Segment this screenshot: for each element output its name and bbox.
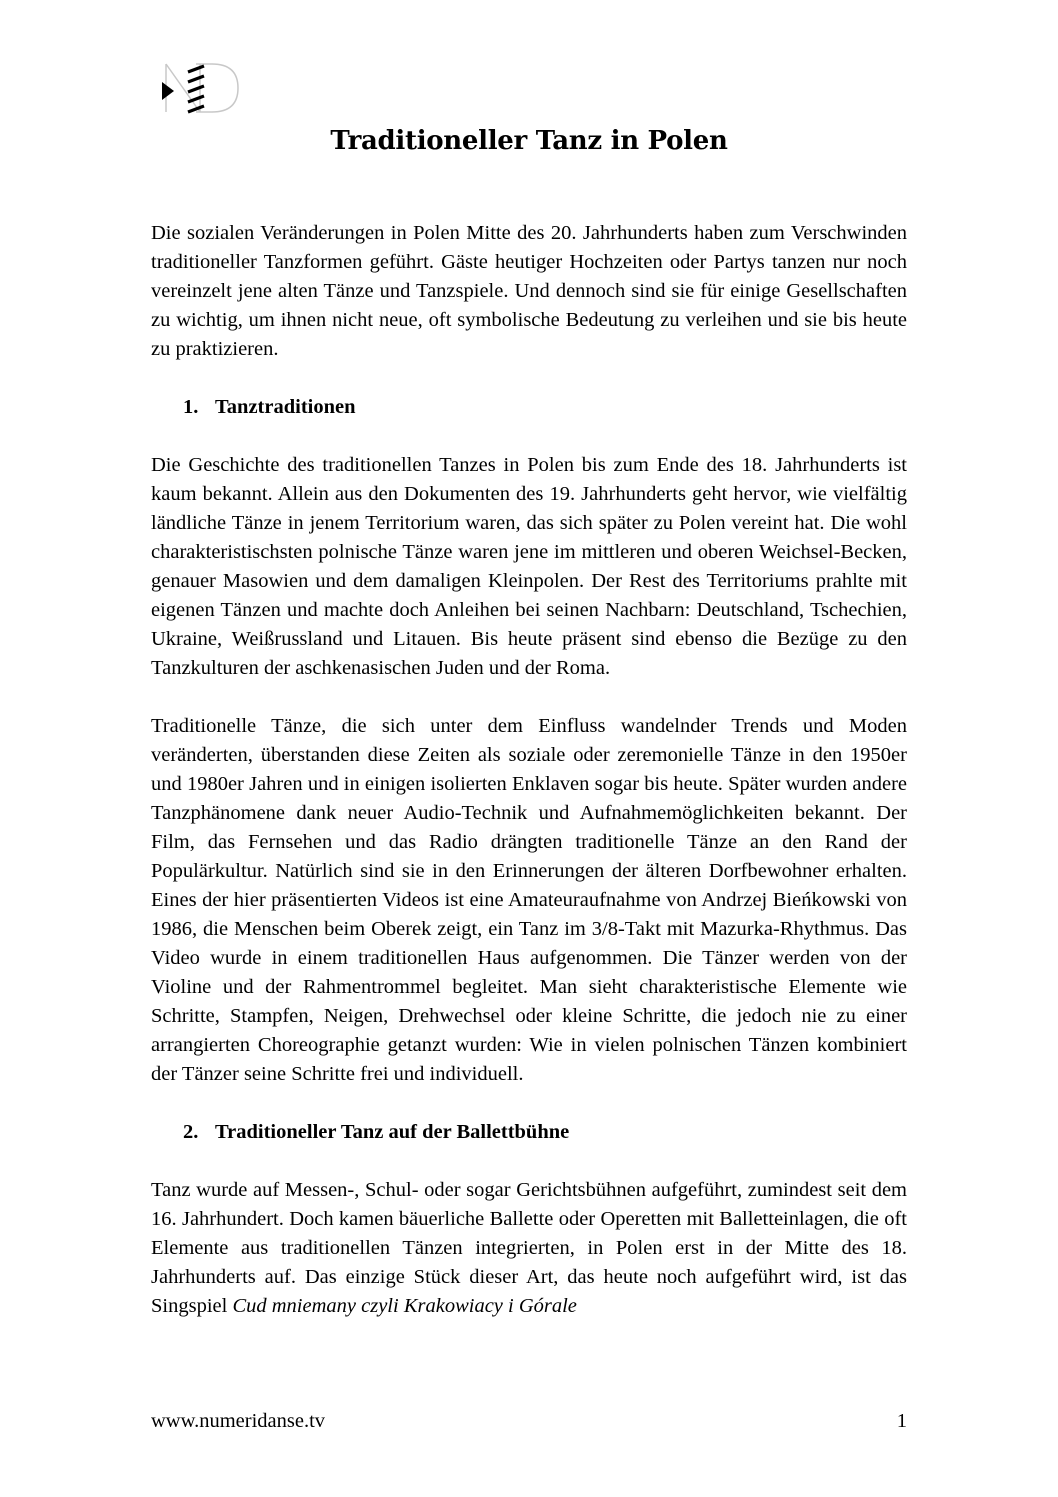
work-title: Cud mniemany czyli Krakowiacy i Górale	[232, 1295, 577, 1317]
page-number: 1	[896, 1410, 907, 1432]
page-title: Traditioneller Tanz in Polen	[330, 126, 728, 156]
section-number: 1.	[183, 396, 199, 418]
section-heading-tanztraditionen	[151, 393, 907, 422]
intro-paragraph: Die sozialen Veränderungen in Polen Mitte des 20. Jahrhunderts haben zum Verschwinden traditioneller Tanzformen geführt. Gäste heutiger Hochzeiten oder Partys tanzen nur noch vereinzelt jene alten Tänze und Tanzspiele. Und dennoch sind sie für einige Gesellschaften zu wichtig, um ihnen nicht neue, oft symbolische Bedeutung zu verleihen und sie bis heute zu praktizieren.	[151, 222, 907, 360]
paragraph: Die Geschichte des traditionellen Tanzes in Polen bis zum Ende des 18. Jahrhunderts ist kaum bekannt. Allein aus den Dokumenten des 19. Jahrhunderts geht hervor, wie vielfältig ländliche Tänze in jenem Territorium waren, das sich später zu Polen vereint hat. Die wohl charakteristischsten polnische Tänze waren jene im mittleren und oberen Weichsel-Becken, genauer Masowien und dem damaligen Kleinpolen. Der Rest des Territoriums prahlte mit eigenen Tänzen und machte doch Anleihen bei seinen Nachbarn: Deutschland, Tschechien, Ukraine, Weißrussland und Litauen. Bis heute präsent sind ebenso die Bezüge zu den Tanzkulturen der aschkenasischen Juden und der Roma.	[151, 454, 907, 679]
paragraph	[151, 1176, 907, 1321]
section-title: Traditioneller Tanz auf der Ballettbühne	[215, 1121, 570, 1143]
section-heading-ballettbuehne	[151, 1118, 907, 1147]
paragraph-text: Tanz wurde auf Messen-, Schul- oder sogar Gerichtsbühnen aufgeführt, zumindest seit dem 16. Jahrhundert. Doch kamen bäuerliche Ballette oder Operetten mit Balletteinlagen, die oft Elemente aus traditionellen Tänzen integrierten, in Polen erst in der Mitte des 18. Jahrhunderts auf. Das einzige Stück dieser Art, das heute noch aufgeführt wird, ist das Singspiel	[151, 1179, 907, 1317]
document-body	[151, 219, 907, 1321]
footer-url: www.numeridanse.tv	[151, 1410, 326, 1432]
section-number: 2.	[183, 1121, 199, 1143]
section-title: Tanztraditionen	[215, 396, 356, 418]
paragraph: Traditionelle Tänze, die sich unter dem Einfluss wandelnder Trends und Moden veränderten, überstanden diese Zeiten als soziale oder zeremonielle Tänze in den 1950er und 1980er Jahren und in einigen isolierten Enklaven sogar bis heute. Später wurden andere Tanzphänomene dank neuer Audio-Technik und Aufnahmemöglichkeiten bekannt. Der Film, das Fernsehen und das Radio drängten traditionelle Tänze an den Rand der Populärkultur. Natürlich sind sie in den Erinnerungen der älteren Dorfbewohner erhalten. Eines der hier präsentierten Videos ist eine Amateuraufnahme von Andrzej Bieńkowski von 1986, die Menschen beim Oberek zeigt, ein Tanz im 3/8-Takt mit Mazurka-Rhythmus. Das Video wurde in einem traditionellen Haus aufgenommen. Die Tänzer werden von der Violine und der Rahmentrommel begleitet. Man sieht charakteristische Elemente wie Schritte, Stampfen, Neigen, Drehwechsel oder kleine Schritte, die jedoch nie zu einer arrangierten Choreographie getanzt wurden: Wie in vielen polnischen Tänzen kombiniert der Tänzer seine Schritte frei und individuell.	[151, 715, 907, 1085]
numeridanse-logo-icon	[160, 62, 242, 116]
